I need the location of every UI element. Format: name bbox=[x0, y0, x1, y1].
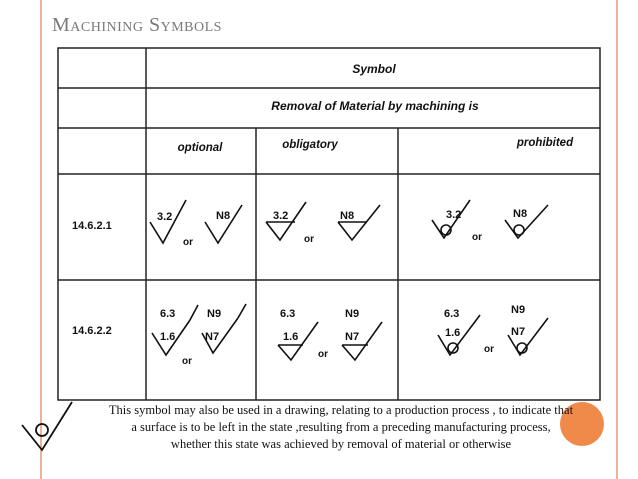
row2-obligatory-or: or bbox=[318, 349, 328, 360]
row2-optional-value-a: 6.3 bbox=[160, 308, 176, 320]
row2-optional-value-c: 1.6 bbox=[160, 331, 176, 343]
header-symbol: Symbol bbox=[352, 62, 396, 76]
row2-obligatory-value-d: N7 bbox=[345, 331, 360, 343]
row1-obligatory-value-b: N8 bbox=[340, 210, 355, 222]
col-optional: optional bbox=[177, 142, 223, 154]
row1-prohibited-value-a: 3.2 bbox=[446, 209, 462, 221]
row-code-1: 14.6.2.1 bbox=[72, 220, 112, 232]
row1-prohibited-value-b: N8 bbox=[513, 208, 528, 220]
row2-optional-or: or bbox=[182, 356, 192, 367]
slide-title: Machining Symbols bbox=[52, 14, 222, 36]
row2-prohibited-or: or bbox=[484, 344, 494, 355]
row1-obligatory-value-a: 3.2 bbox=[273, 210, 289, 222]
row2-prohibited-value-b: N9 bbox=[511, 304, 526, 316]
col-prohibited: prohibited bbox=[516, 137, 574, 149]
row2-obligatory-value-c: 1.6 bbox=[283, 331, 299, 343]
row1-optional-value-a: 3.2 bbox=[157, 211, 173, 223]
row1-optional-or: or bbox=[183, 237, 193, 248]
header-removal: Removal of Material by machining is bbox=[271, 99, 479, 113]
row2-prohibited-value-c: 1.6 bbox=[445, 327, 461, 339]
row2-obligatory-value-a: 6.3 bbox=[280, 308, 296, 320]
row1-obligatory-or: or bbox=[304, 234, 314, 245]
row2-obligatory-value-b: N9 bbox=[345, 308, 360, 320]
note-line-3: whether this state was achieved by removal of material or otherwise bbox=[170, 437, 512, 451]
row1-optional-value-b: N8 bbox=[216, 210, 231, 222]
circle-tick-symbol-icon bbox=[22, 402, 72, 450]
row2-prohibited-value-a: 6.3 bbox=[444, 308, 460, 320]
col-obligatory: obligatory bbox=[282, 139, 338, 151]
note-line-1: This symbol may also be used in a drawing, relating to a production process , to indicate that bbox=[108, 403, 574, 417]
row2-prohibited-value-d: N7 bbox=[511, 326, 526, 338]
row1-prohibited-or: or bbox=[472, 232, 482, 243]
note-line-2: a surface is to be left in the state ,resulting from a preceding manufacturing process, bbox=[131, 420, 551, 434]
row2-optional-value-b: N9 bbox=[207, 308, 222, 320]
row2-optional-value-d: N7 bbox=[205, 331, 220, 343]
note-text bbox=[66, 402, 616, 453]
row-code-2: 14.6.2.2 bbox=[72, 325, 112, 337]
